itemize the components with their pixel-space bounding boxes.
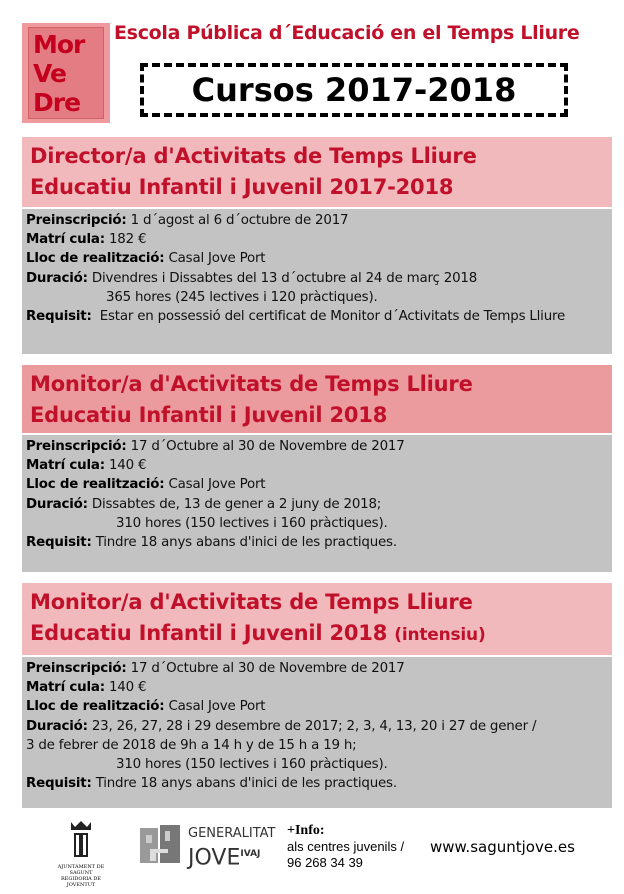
title-suffix: (intensiu) <box>394 625 486 645</box>
course-3-title <box>22 583 612 655</box>
lloc-value: Casal Jove Port <box>168 251 266 267</box>
duracio-value: Dissabtes de, 13 de gener a 2 juny de 2018; <box>91 496 382 512</box>
page-title: Cursos 2017-2018 <box>140 63 568 117</box>
label: Matrí cula: <box>26 680 105 696</box>
requisit-value: Estar en possessió del certificat de Monitor d´Activitats de Temps Lliure <box>99 309 566 325</box>
website-link[interactable]: www.saguntjove.es <box>430 838 575 856</box>
label: Requisit: <box>26 309 92 325</box>
logo-text: Ve <box>33 59 66 88</box>
label: Requisit: <box>26 776 92 792</box>
course-2-details <box>22 435 612 572</box>
info-text: als centres juvenils / <box>287 839 405 854</box>
title-line: Monitor/a d'Activitats de Temps Lliure <box>30 590 473 614</box>
logo-text: Dre <box>33 88 81 117</box>
duracio-value: Divendres i Dissabtes del 13 d´octubre al 24 de març 2018 <box>91 270 478 286</box>
duracio-value: 365 hores (245 lectives i 120 pràctiques). <box>106 289 378 305</box>
label: Lloc de realització: <box>26 251 165 267</box>
label: Matrí cula: <box>26 232 105 248</box>
label: Duració: <box>26 270 88 286</box>
ajuntament-logo <box>48 820 114 888</box>
label: Preinscripció: <box>26 661 127 676</box>
duracio-value: 310 hores (150 lectives i 160 pràctiques). <box>116 757 388 773</box>
title-line: Educatiu Infantil i Juvenil 2017-2018 <box>30 175 454 199</box>
matricula-value: 140 € <box>108 680 147 696</box>
lloc-value: Casal Jove Port <box>168 699 266 715</box>
lloc-value: Casal Jove Port <box>168 477 266 493</box>
ajuntament-sub: REGIDORIA DE JOVENTUT <box>60 876 102 888</box>
requisit-value: Tindre 18 anys abans d'inici de les practiques. <box>95 535 397 551</box>
label: Requisit: <box>26 535 92 551</box>
school-name: Escola Pública d´Educació en el Temps Lliure <box>114 22 580 44</box>
info-label: +Info: <box>287 823 325 838</box>
title-line: Educatiu Infantil i Juvenil 2018 <box>30 621 388 645</box>
morvedre-logo <box>22 23 110 123</box>
label: Matrí cula: <box>26 458 105 474</box>
title-line: Educatiu Infantil i Juvenil 2018 <box>30 403 388 427</box>
ivaj-text: IVAJ <box>240 849 261 859</box>
footer <box>0 820 624 890</box>
logo-text: Mor <box>33 30 85 59</box>
label: Preinscripció: <box>26 213 127 228</box>
matricula-value: 182 € <box>108 232 147 248</box>
crest-icon <box>66 820 96 862</box>
title-line: Monitor/a d'Activitats de Temps Lliure <box>30 372 473 396</box>
generalitat-jove-icon <box>140 825 180 863</box>
requisit-value: Tindre 18 anys abans d'inici de les practiques. <box>95 776 397 792</box>
course-2-title <box>22 365 612 433</box>
label: Lloc de realització: <box>26 699 165 715</box>
preinscripcio-value: 17 d´Octubre al 30 de Novembre de 2017 <box>130 439 405 454</box>
duracio-value: 310 hores (150 lectives i 160 pràctiques). <box>116 515 388 531</box>
label: Preinscripció: <box>26 439 127 454</box>
matricula-value: 140 € <box>108 458 147 474</box>
course-1-details <box>22 209 612 354</box>
ajuntament-name: AJUNTAMENT DE SAGUNT <box>57 864 105 876</box>
duracio-value: 3 de febrer de 2018 de 9h a 14 h y de 15 h a 19 h; <box>26 737 357 753</box>
label: Lloc de realització: <box>26 477 165 493</box>
title-line: Director/a d'Activitats de Temps Lliure <box>30 144 477 168</box>
duracio-value: 23, 26, 27, 28 i 29 desembre de 2017; 2, 3, 4, 13, 20 i 27 de gener / <box>91 718 537 734</box>
preinscripcio-value: 1 d´agost al 6 d´octubre de 2017 <box>130 213 349 228</box>
phone-number: 96 268 34 39 <box>287 855 363 870</box>
jove-text: JOVE <box>188 845 241 871</box>
course-1-title <box>22 137 612 207</box>
info-block <box>287 822 404 871</box>
generalitat-jove-logo <box>188 825 275 870</box>
label: Duració: <box>26 496 88 512</box>
generalitat-text: GENERALITAT <box>188 826 276 841</box>
label: Duració: <box>26 718 88 734</box>
course-3-details <box>22 657 612 808</box>
preinscripcio-value: 17 d´Octubre al 30 de Novembre de 2017 <box>130 661 405 676</box>
